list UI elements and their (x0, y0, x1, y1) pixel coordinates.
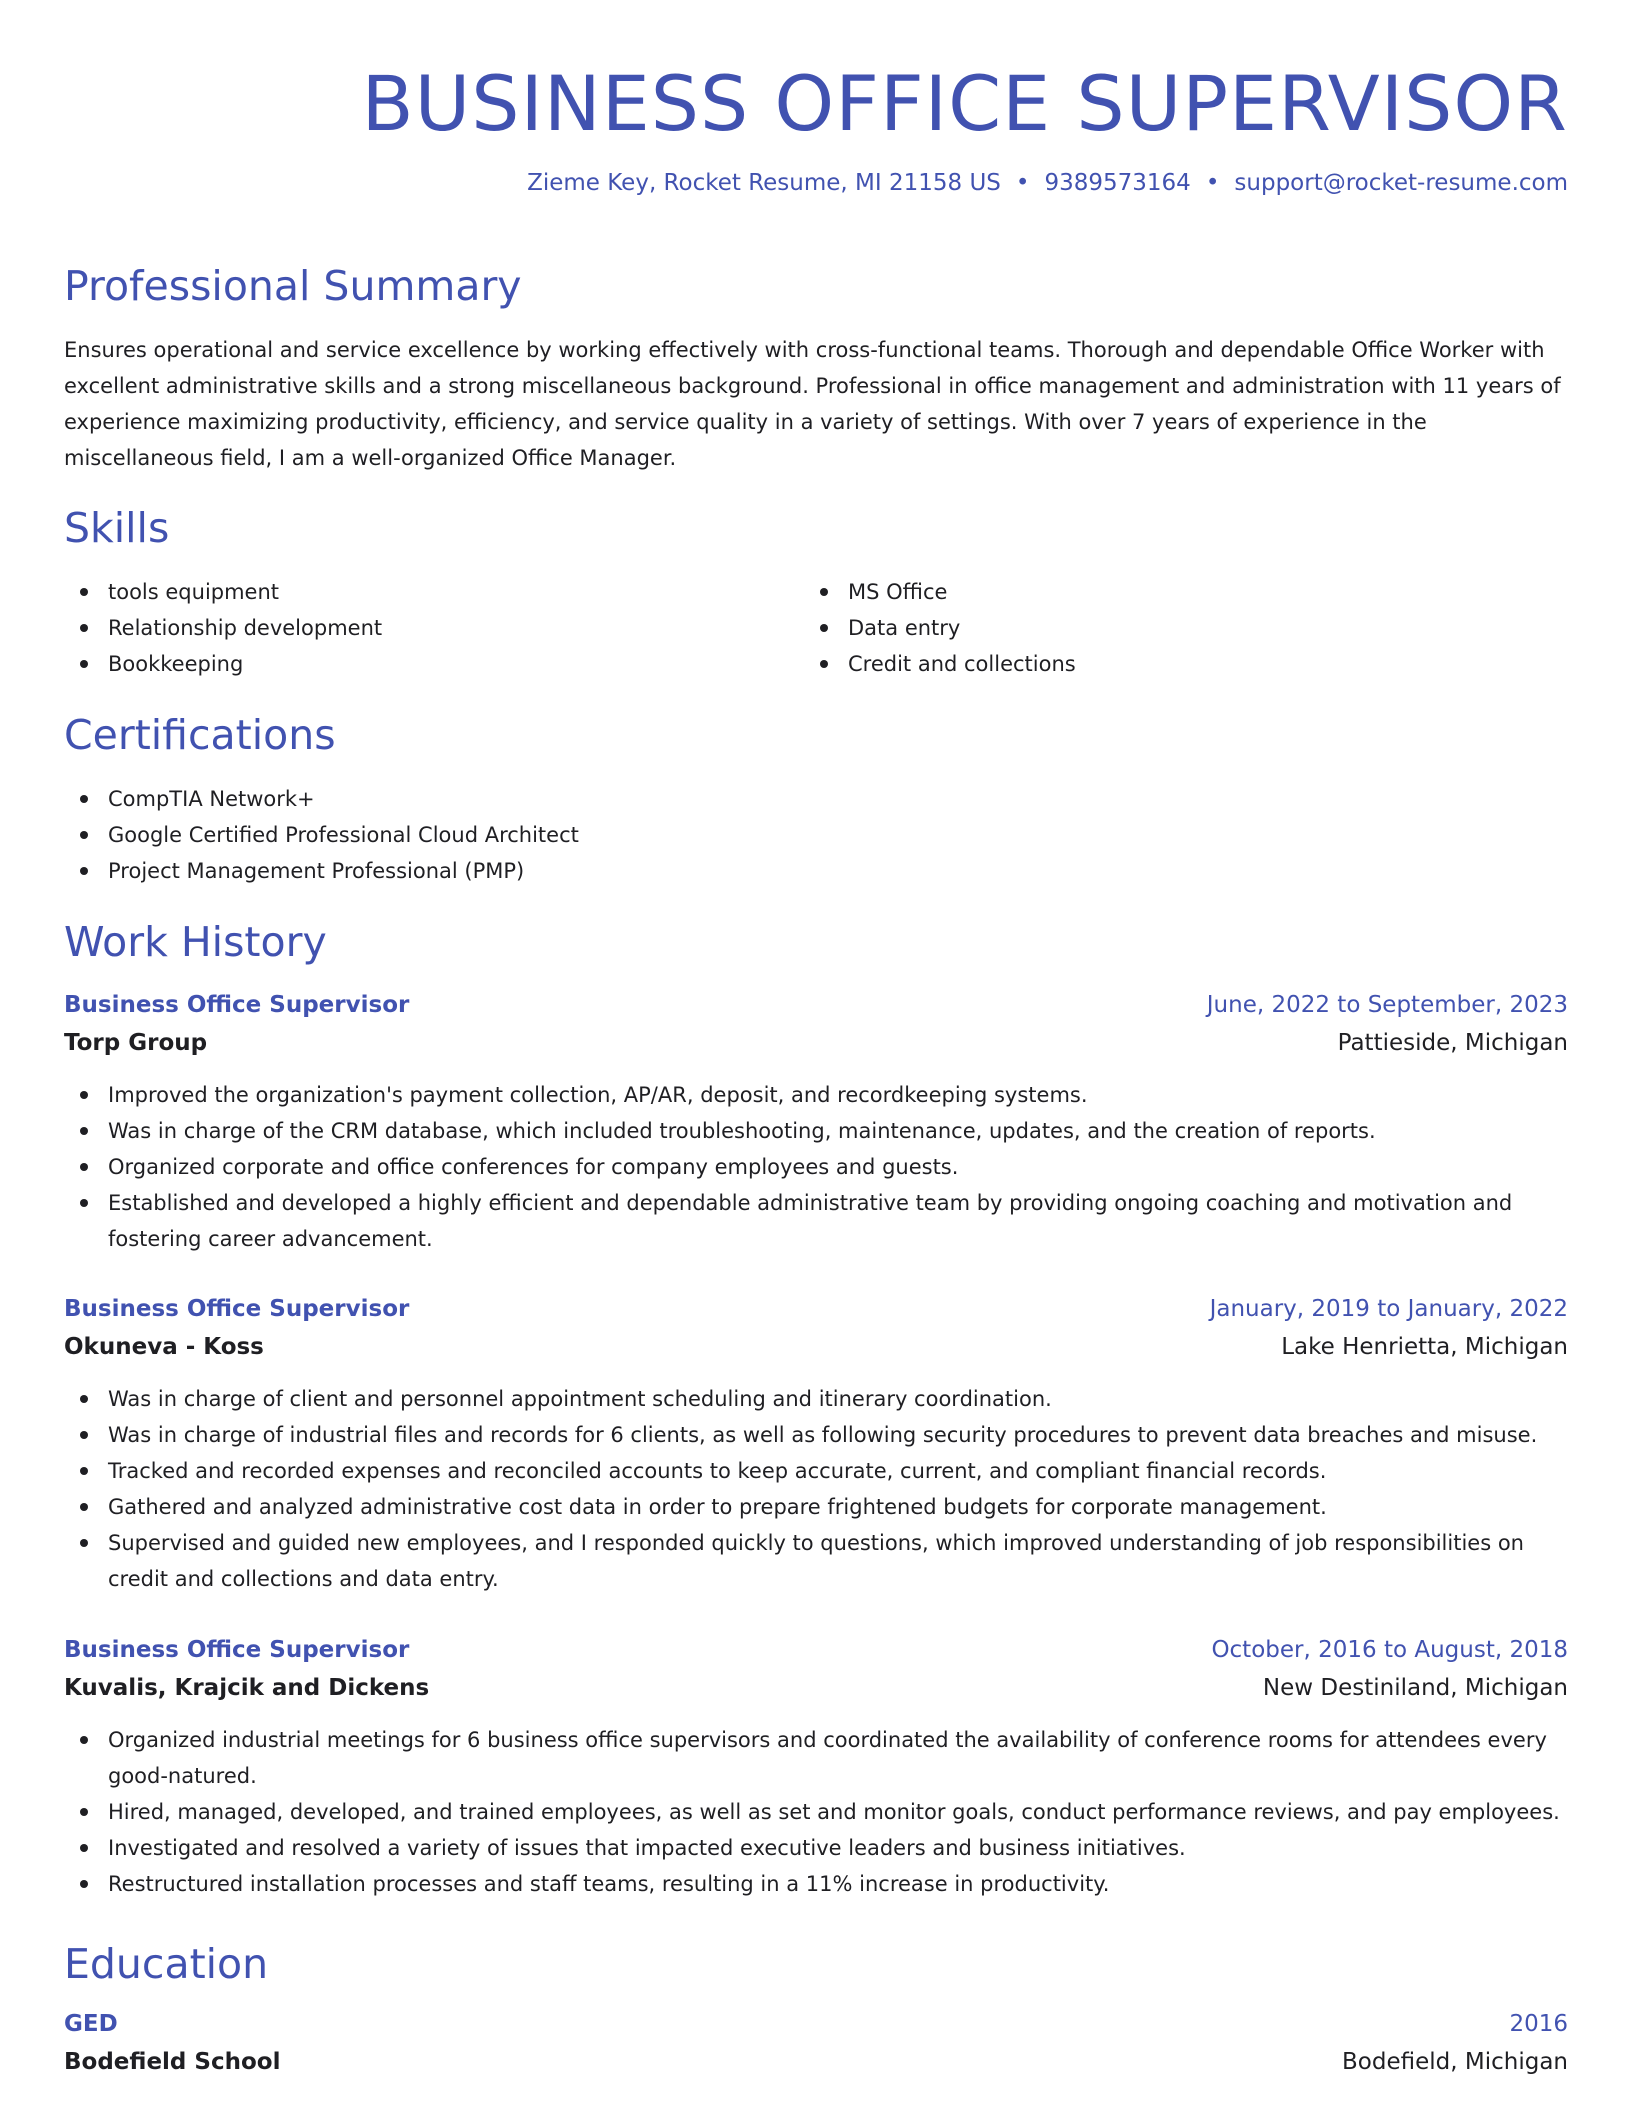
skill-item: Data entry (804, 610, 1544, 646)
job-bullet: Was in charge of client and personnel appointment scheduling and itinerary coordination. (64, 1381, 1568, 1417)
job-location: Lake Henrietta, Michigan (1281, 1334, 1568, 1360)
certification-item: Google Certified Professional Cloud Architect (64, 817, 1568, 853)
section-title-certifications: Certifications (64, 711, 336, 759)
skill-item: tools equipment (64, 574, 804, 610)
job-title: Business Office Supervisor (64, 1296, 410, 1322)
summary-text: Ensures operational and service excellence by working effectively with cross-functional teams. Thorough and dependable Office Worker with excellent administrative skills and a strong miscellaneous background. Professional in office management and administration with 11 years of experience maximizing productivity, efficiency, and service quality in a variety of settings. With over 7 years of experience in the miscellaneous field, I am a well-organized Office Manager. (64, 338, 1561, 470)
education-section (64, 1938, 1568, 2080)
job-company: Torp Group (64, 1030, 208, 1056)
certifications-list (64, 781, 1568, 889)
skill-item: MS Office (804, 574, 1544, 610)
education-year: 2016 (1509, 2011, 1568, 2037)
job-dates: January, 2019 to January, 2022 (1209, 1296, 1568, 1322)
job-bullet: Tracked and recorded expenses and reconciled accounts to keep accurate, current, and compliant financial records. (64, 1453, 1568, 1489)
job-title: Business Office Supervisor (64, 992, 410, 1018)
job-entry (64, 1291, 1568, 1597)
summary-section (64, 260, 1568, 476)
job-bullet: Restructured installation processes and staff teams, resulting in a 11% increase in productivity. (64, 1866, 1568, 1902)
job-bullets (64, 1722, 1568, 1902)
certification-item: CompTIA Network+ (64, 781, 1568, 817)
candidate-name: BUSINESS OFFICE SUPERVISOR (361, 59, 1568, 148)
job-bullet: Gathered and analyzed administrative cost data in order to prepare frightened budgets for corporate management. (64, 1489, 1568, 1525)
section-title-work-history: Work History (64, 918, 327, 966)
job-location: New Destiniland, Michigan (1262, 1675, 1568, 1701)
job-bullets (64, 1077, 1568, 1257)
skill-item: Relationship development (64, 610, 804, 646)
work-history-section (64, 916, 1568, 968)
job-dates: October, 2016 to August, 2018 (1211, 1637, 1568, 1663)
job-bullet: Was in charge of industrial files and records for 6 clients, as well as following security procedures to prevent data breaches and misuse. (64, 1417, 1568, 1453)
job-company: Okuneva - Koss (64, 1334, 264, 1360)
education-degree: GED (64, 2011, 118, 2037)
skills-section (64, 502, 1568, 682)
job-location: Pattieside, Michigan (1337, 1030, 1568, 1056)
skills-column-right (804, 574, 1544, 682)
job-bullet: Hired, managed, developed, and trained employees, as well as set and monitor goals, conduct performance reviews, and pay employees. (64, 1794, 1568, 1830)
education-school: Bodefield School (64, 2049, 281, 2075)
job-bullet: Organized industrial meetings for 6 business office supervisors and coordinated the availability of conference rooms for attendees every good-natured. (64, 1722, 1568, 1794)
job-bullet: Was in charge of the CRM database, which included troubleshooting, maintenance, updates, and the creation of reports. (64, 1113, 1568, 1149)
skill-item: Bookkeeping (64, 646, 804, 682)
skills-column-left (64, 574, 804, 682)
job-title: Business Office Supervisor (64, 1637, 410, 1663)
job-entry (64, 1632, 1568, 1902)
contact-separator: • (1205, 170, 1220, 196)
contact-phone[interactable]: 9389573164 (1044, 170, 1191, 196)
skills-list (64, 574, 1568, 682)
job-bullet: Organized corporate and office conferences for company employees and guests. (64, 1149, 1568, 1185)
job-bullet: Supervised and guided new employees, and I responded quickly to questions, which improved understanding of job responsibilities on credit and collections and data entry. (64, 1525, 1568, 1597)
job-bullet: Improved the organization's payment collection, AP/AR, deposit, and recordkeeping systems. (64, 1077, 1568, 1113)
section-title-skills: Skills (64, 504, 170, 552)
job-company: Kuvalis, Krajcik and Dickens (64, 1675, 430, 1701)
education-location: Bodefield, Michigan (1342, 2049, 1568, 2075)
section-title-summary: Professional Summary (64, 262, 522, 310)
job-dates: June, 2022 to September, 2023 (1206, 992, 1568, 1018)
job-entry (64, 987, 1568, 1257)
certifications-section (64, 709, 1568, 889)
section-title-education: Education (64, 1940, 269, 1988)
contact-separator: • (1015, 170, 1030, 196)
job-bullet: Established and developed a highly efficient and dependable administrative team by providing ongoing coaching and motivation and fostering career advancement. (64, 1185, 1568, 1257)
contact-line (64, 168, 1568, 198)
contact-email[interactable]: support@rocket-resume.com (1234, 170, 1568, 196)
certification-item: Project Management Professional (PMP) (64, 853, 1568, 889)
skill-item: Credit and collections (804, 646, 1544, 682)
job-bullets (64, 1381, 1568, 1597)
job-bullet: Investigated and resolved a variety of issues that impacted executive leaders and business initiatives. (64, 1830, 1568, 1866)
contact-address: Zieme Key, Rocket Resume, MI 21158 US (527, 170, 1001, 196)
